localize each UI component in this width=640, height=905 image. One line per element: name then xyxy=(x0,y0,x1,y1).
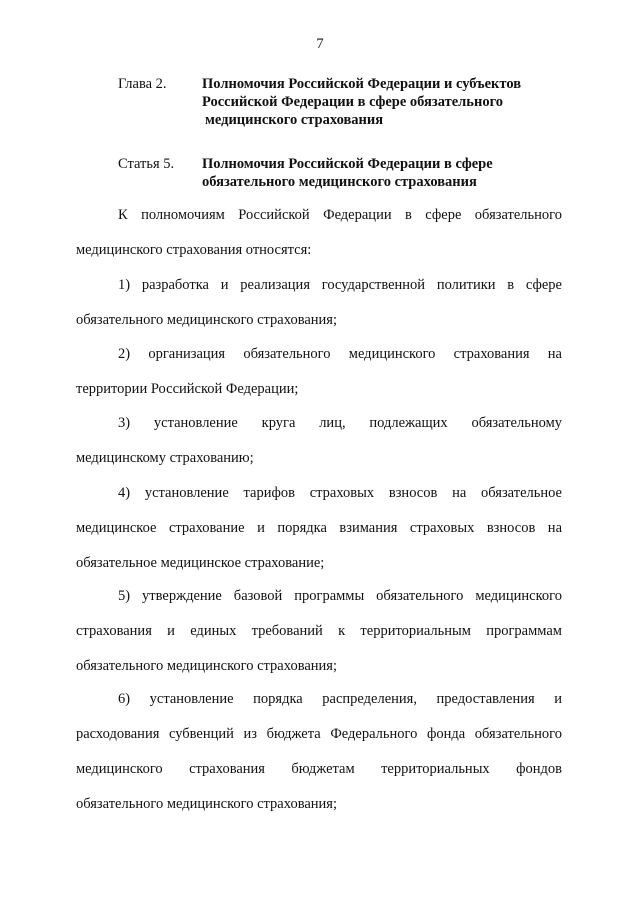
paragraph-item-2 xyxy=(76,345,562,415)
paragraph-line: 1) разработка и реализация государственной политики в сфере xyxy=(118,277,562,293)
paragraph-item-6 xyxy=(76,690,562,830)
paragraph-line: К полномочиям Российской Федерации в сфере обязательного xyxy=(118,207,562,223)
paragraph-line: 6) установление порядка распределения, предоставления и xyxy=(118,691,562,707)
chapter-title-line: Полномочия Российской Федерации и субъектов xyxy=(202,76,522,92)
chapter-title xyxy=(202,75,582,129)
paragraph-item-3 xyxy=(76,414,562,484)
chapter-heading xyxy=(118,75,578,131)
paragraph-line: страхования и единых требований к территориальным программам xyxy=(76,623,562,639)
article-heading xyxy=(118,155,578,193)
article-title xyxy=(202,155,582,191)
paragraph-line: 5) утверждение базовой программы обязательного медицинского xyxy=(118,588,562,604)
paragraph-item-4 xyxy=(76,484,562,589)
article-title-line: обязательного медицинского страхования xyxy=(202,174,477,190)
paragraph-line: 4) установление тарифов страховых взносов на обязательное xyxy=(118,485,562,501)
article-title-line: Полномочия Российской Федерации в сфере xyxy=(202,156,493,172)
paragraph-item-1 xyxy=(76,276,562,346)
paragraph-line: медицинского страхования относятся: xyxy=(76,242,312,258)
paragraph-line: обязательного медицинского страхования; xyxy=(76,312,337,328)
paragraph-line: расходования субвенций из бюджета Федерального фонда обязательного xyxy=(76,726,562,742)
paragraph-line: медицинскому страхованию; xyxy=(76,450,254,466)
chapter-title-line: медицинского страхования xyxy=(205,112,384,128)
paragraph-line: 3) установление круга лиц, подлежащих обязательному xyxy=(118,415,562,431)
paragraph-line: территории Российской Федерации; xyxy=(76,381,299,397)
chapter-title-line: Российской Федерации в сфере обязательного xyxy=(202,94,504,110)
paragraph-item-5 xyxy=(76,587,562,692)
paragraph-line: медицинского страхования бюджетам территориальных фондов xyxy=(76,761,562,777)
chapter-label: Глава 2. xyxy=(118,76,167,92)
paragraph-line: обязательного медицинского страхования; xyxy=(76,796,337,812)
paragraph-line: обязательное медицинское страхование; xyxy=(76,555,325,571)
paragraph-intro xyxy=(76,206,562,276)
page-number: 7 xyxy=(316,36,324,52)
paragraph-line: 2) организация обязательного медицинского страхования на xyxy=(118,346,562,362)
paragraph-line: обязательного медицинского страхования; xyxy=(76,658,337,674)
article-label: Статья 5. xyxy=(118,156,175,172)
paragraph-line: медицинское страхование и порядка взимания страховых взносов на xyxy=(76,520,562,536)
